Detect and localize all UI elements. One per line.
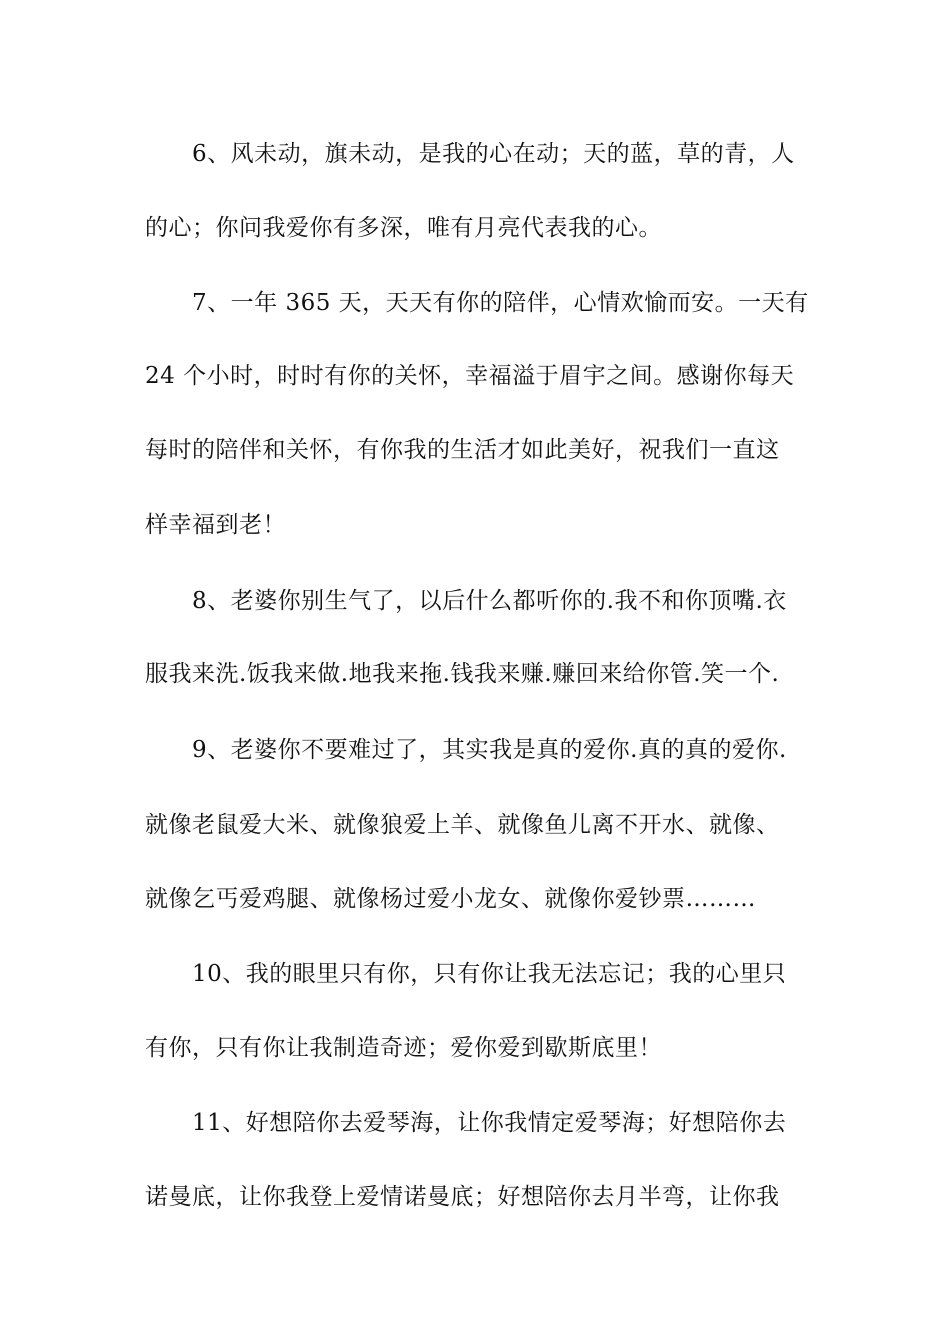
paragraph-11-line-2: 诺曼底，让你我登上爱情诺曼底；好想陪你去月半弯，让你我 — [145, 1184, 780, 1210]
paragraph-6-line-2: 的心；你问我爱你有多深，唯有月亮代表我的心。 — [145, 215, 662, 241]
paragraph-9-line-2: 就像老鼠爱大米、就像狼爱上羊、就像鱼儿离不开水、就像、 — [145, 812, 780, 838]
paragraph-7-line-3: 每时的陪伴和关怀，有你我的生活才如此美好，祝我们一直这 — [145, 437, 780, 463]
paragraph-10-line-2: 有你，只有你让我制造奇迹；爱你爱到歇斯底里！ — [145, 1035, 662, 1061]
paragraph-8-line-2: 服我来洗.饭我来做.地我来拖.钱我来赚.赚回来给你管.笑一个. — [145, 661, 780, 687]
paragraph-7-line-4: 样幸福到老！ — [145, 512, 286, 538]
paragraph-6-line-1: 6、风未动，旗未动，是我的心在动；天的蓝，草的青，人 — [192, 141, 795, 167]
paragraph-8-line-1: 8、老婆你别生气了，以后什么都听你的.我不和你顶嘴.衣 — [192, 588, 787, 614]
paragraph-9-line-3: 就像乞丐爱鸡腿、就像杨过爱小龙女、就像你爱钞票……… — [145, 886, 756, 912]
paragraph-9-line-1: 9、老婆你不要难过了，其实我是真的爱你.真的真的爱你. — [192, 737, 787, 763]
paragraph-7-line-1: 7、一年 365 天，天天有你的陪伴，心情欢愉而安。一天有 — [192, 290, 809, 316]
paragraph-7-line-2: 24 个小时，时时有你的关怀，幸福溢于眉宇之间。感谢你每天 — [145, 363, 795, 389]
paragraph-11-line-1: 11、好想陪你去爱琴海，让你我情定爱琴海；好想陪你去 — [192, 1110, 787, 1136]
paragraph-10-line-1: 10、我的眼里只有你，只有你让我无法忘记；我的心里只 — [192, 961, 787, 987]
